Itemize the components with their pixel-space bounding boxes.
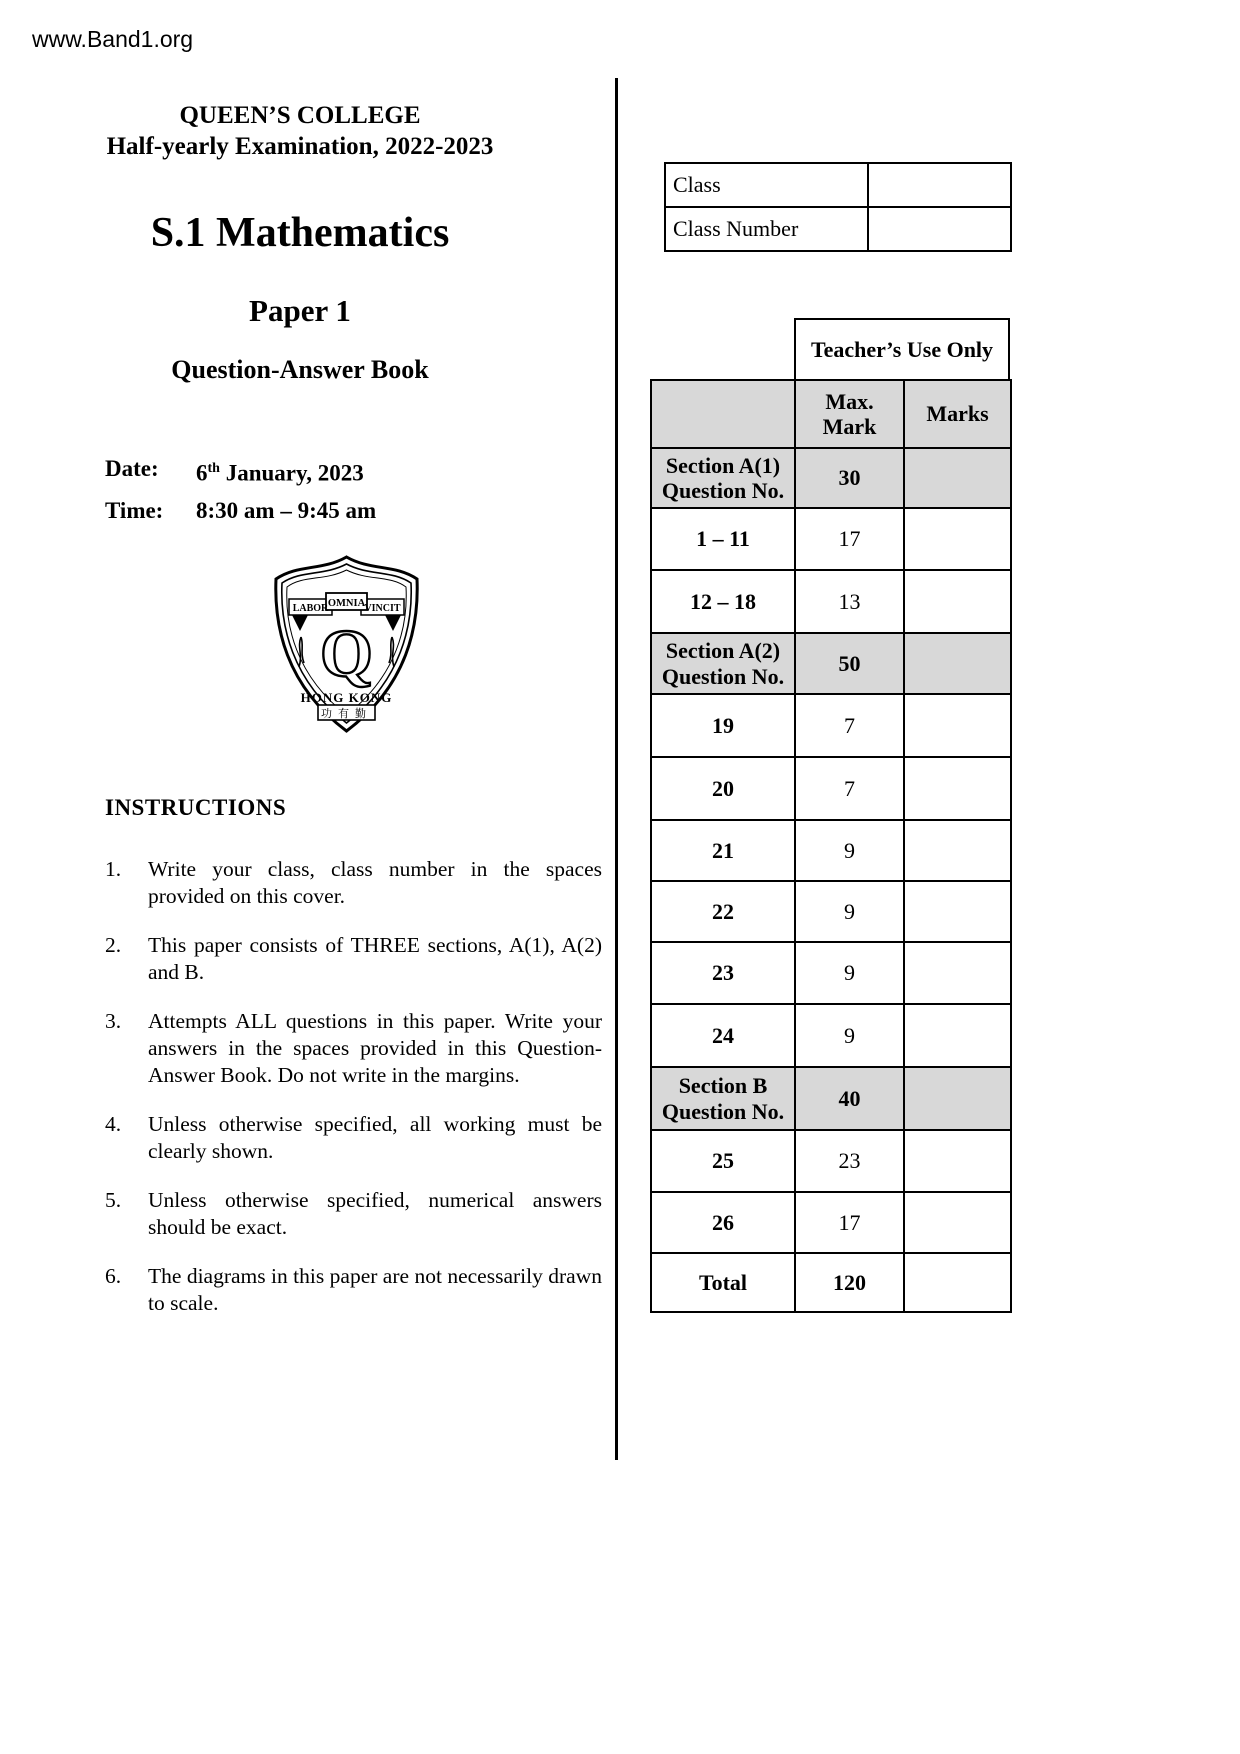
max-mark-cell: 23 (795, 1130, 904, 1192)
table-row (651, 757, 1011, 820)
marks-cell (904, 1130, 1011, 1192)
total-label: Total (651, 1253, 795, 1312)
school-name: QUEEN’S COLLEGE (179, 102, 421, 129)
table-row (651, 942, 1011, 1004)
teachers-use-only-header: Teacher’s Use Only (794, 318, 1010, 379)
watermark-url: www.Band1.org (32, 26, 194, 52)
marks-cell (904, 881, 1011, 942)
marks-cell (904, 1004, 1011, 1067)
marks-cell (904, 820, 1011, 881)
item-number: 1. (105, 857, 122, 881)
instruction-item (105, 932, 602, 986)
max-mark-cell: 9 (795, 942, 904, 1004)
monogram-q: Q (320, 615, 373, 691)
item-number: 4. (105, 1112, 122, 1136)
table-row (651, 508, 1011, 570)
max-mark-cell: 7 (795, 694, 904, 757)
motto-omnia: OMNIA (327, 598, 366, 609)
marks-cell (904, 757, 1011, 820)
corner-cell (651, 380, 795, 448)
table-row (651, 1192, 1011, 1253)
instruction-item (105, 1111, 602, 1165)
book-title: Question-Answer Book (171, 355, 429, 384)
question-number: 24 (651, 1004, 795, 1067)
item-text: Unless otherwise specified, all working must be clearly shown. (148, 1112, 602, 1163)
section-row (651, 448, 1011, 508)
max-mark-cell: 40 (795, 1067, 904, 1130)
max-mark-cell: 9 (795, 820, 904, 881)
instruction-item (105, 1263, 602, 1317)
max-mark-cell: 9 (795, 881, 904, 942)
table-row (651, 1130, 1011, 1192)
date-row (105, 455, 376, 488)
question-number: 21 (651, 820, 795, 881)
table-row (651, 694, 1011, 757)
chinese-motto: 功有勤 (321, 708, 372, 720)
date-value (196, 455, 364, 488)
section-label (651, 1067, 795, 1130)
table-row (651, 570, 1011, 633)
marks-cell (904, 570, 1011, 633)
time-label: Time: (105, 497, 164, 523)
marks-cell (904, 942, 1011, 1004)
table-row (665, 207, 1011, 251)
exam-title: Half-yearly Examination, 2022-2023 (106, 133, 494, 160)
total-marks-cell (904, 1253, 1011, 1312)
item-text: Write your class, class number in the spaces provided on this cover. (148, 857, 602, 908)
school-crest (270, 547, 423, 736)
max-mark-cell: 30 (795, 448, 904, 508)
section-label (651, 448, 795, 508)
student-info-table (664, 162, 1012, 252)
section-label-line2: Question No. (661, 663, 785, 689)
motto-vincit: VINCIT (364, 603, 401, 614)
item-text: Attempts ALL questions in this paper. Write your answers in the spaces provided in this Question-Answer Book. Do not write in the margins. (148, 1009, 602, 1087)
item-text: This paper consists of THREE sections, A(1), A(2) and B. (148, 933, 602, 984)
section-row (651, 1067, 1011, 1130)
class-label: Class (665, 163, 868, 207)
max-mark-header (795, 380, 904, 448)
section-row (651, 633, 1011, 694)
max-mark-line1: Max. (825, 388, 874, 414)
class-number-input-box (868, 207, 1011, 251)
time-value: 8:30 am – 9:45 am (196, 497, 377, 523)
max-mark-cell: 13 (795, 570, 904, 633)
max-mark-cell: 7 (795, 757, 904, 820)
date-rest: January, 2023 (219, 460, 364, 486)
item-number: 6. (105, 1264, 122, 1288)
marks-table (650, 379, 1012, 1313)
section-label-line1: Section A(1) (665, 452, 781, 478)
marks-header: Marks (904, 380, 1011, 448)
max-mark-cell: 50 (795, 633, 904, 694)
item-number: 2. (105, 933, 122, 957)
section-label-line2: Question No. (661, 478, 785, 503)
marks-cell (904, 1067, 1011, 1130)
class-number-label: Class Number (665, 207, 868, 251)
section-label (651, 633, 795, 694)
table-row (665, 163, 1011, 207)
motto-labor: LABOR (292, 603, 329, 614)
table-row (651, 1004, 1011, 1067)
paper-number: Paper 1 (249, 293, 351, 328)
section-label-line2: Question No. (661, 1098, 785, 1124)
item-text: The diagrams in this paper are not necessarily drawn to scale. (148, 1264, 602, 1315)
section-label-line1: Section B (678, 1073, 768, 1099)
table-row (651, 820, 1011, 881)
marks-cell (904, 633, 1011, 694)
total-max-mark-cell: 120 (795, 1253, 904, 1312)
question-number: 25 (651, 1130, 795, 1192)
time-row (105, 497, 376, 525)
item-number: 5. (105, 1188, 122, 1212)
class-input-box (868, 163, 1011, 207)
marks-cell (904, 1192, 1011, 1253)
question-number: 20 (651, 757, 795, 820)
schedule-block (105, 455, 376, 525)
question-number: 23 (651, 942, 795, 1004)
date-ordinal: th (207, 461, 220, 476)
instructions-list (105, 856, 602, 1339)
question-number: 19 (651, 694, 795, 757)
table-row (651, 881, 1011, 942)
instruction-item (105, 1187, 602, 1241)
item-number: 3. (105, 1009, 122, 1033)
column-divider (615, 78, 618, 1460)
subject-title: S.1 Mathematics (150, 210, 450, 256)
question-range: 1 – 11 (651, 508, 795, 570)
question-range: 12 – 18 (651, 570, 795, 633)
date-label: Date: (105, 456, 159, 481)
section-label-line1: Section A(2) (665, 638, 781, 664)
exam-header (90, 100, 510, 385)
instructions-heading: INSTRUCTIONS (105, 795, 287, 820)
table-header-row (651, 380, 1011, 448)
instruction-item (105, 1008, 602, 1089)
max-mark-cell: 17 (795, 1192, 904, 1253)
question-number: 22 (651, 881, 795, 942)
max-mark-cell: 9 (795, 1004, 904, 1067)
question-number: 26 (651, 1192, 795, 1253)
total-row (651, 1253, 1011, 1312)
marks-cell (904, 508, 1011, 570)
crest-place: HONG KONG (300, 690, 393, 705)
marks-cell (904, 448, 1011, 508)
date-day: 6 (196, 460, 208, 486)
marks-cell (904, 694, 1011, 757)
item-text: Unless otherwise specified, numerical answers should be exact. (148, 1188, 602, 1239)
max-mark-line2: Mark (822, 414, 877, 439)
instruction-item (105, 856, 602, 910)
max-mark-cell: 17 (795, 508, 904, 570)
